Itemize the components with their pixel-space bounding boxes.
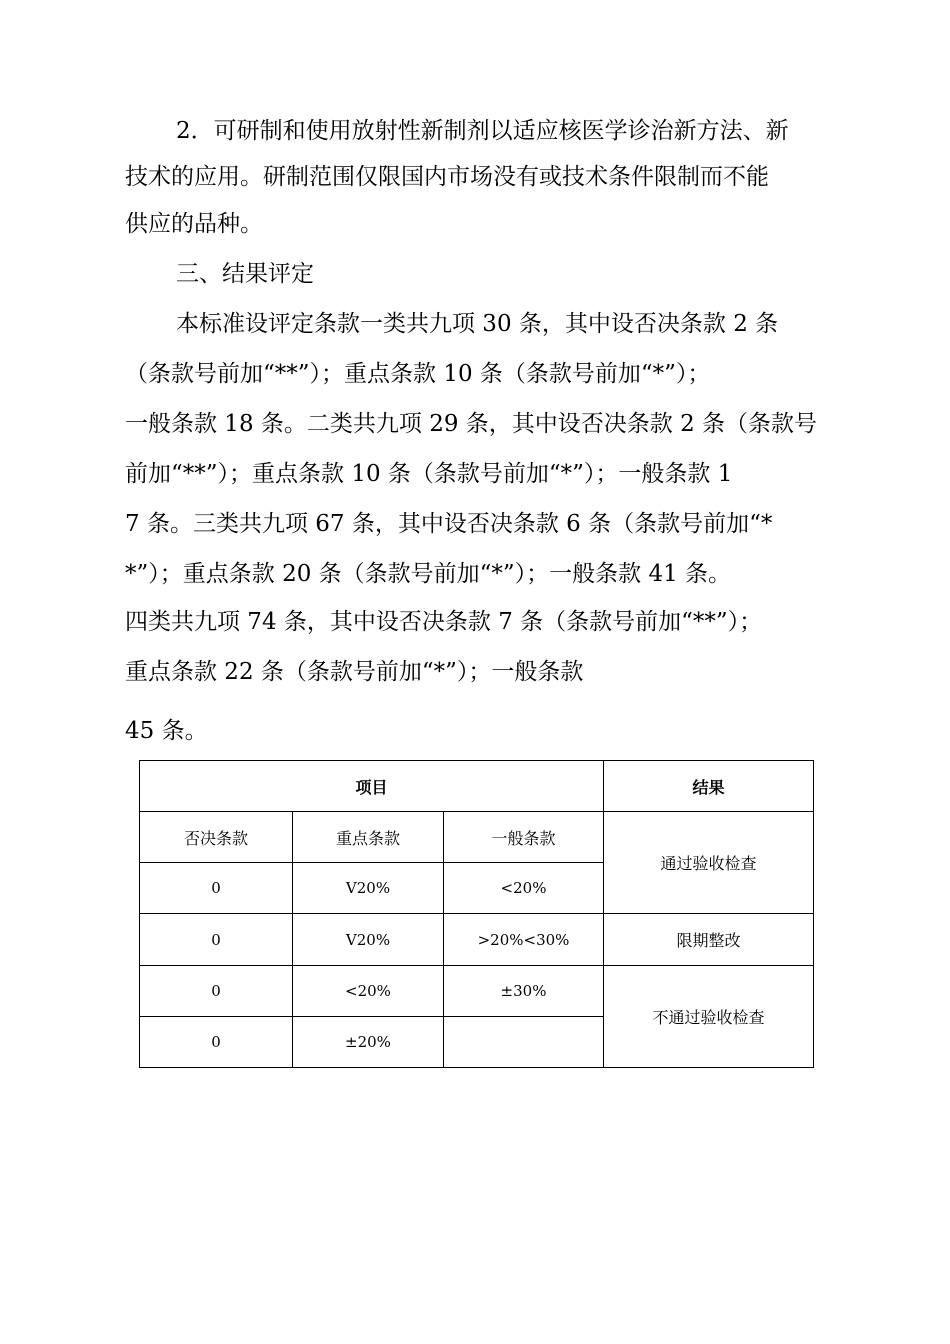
evaluation-table xyxy=(139,760,814,1068)
paragraph-line: （条款号前加“**”）；重点条款 10 条（条款号前加“*”）； xyxy=(125,361,711,387)
header-item: 项目 xyxy=(140,761,604,812)
paragraph-line: 前加“**”）；重点条款 10 条（条款号前加“*”）；一般条款 1 xyxy=(125,461,733,487)
col-key-header: 重点条款 xyxy=(293,812,444,863)
paragraph-line: 本标准设评定条款一类共九项 30 条，其中设否决条款 2 条 xyxy=(176,311,779,337)
key-cell: <20% xyxy=(293,965,444,1016)
section-heading: 三、结果评定 xyxy=(176,261,314,287)
col-veto-header: 否决条款 xyxy=(140,812,293,863)
paragraph-line: 四类共九项 74 条，其中设否决条款 7 条（条款号前加“**”）； xyxy=(125,609,763,635)
header-result: 结果 xyxy=(604,761,814,812)
general-cell: <20% xyxy=(444,863,604,914)
col-general-header: 一般条款 xyxy=(444,812,604,863)
paragraph-line: 45 条。 xyxy=(125,718,208,744)
paragraph-line: 重点条款 22 条（条款号前加“*”）；一般条款 xyxy=(125,659,584,685)
key-cell: V20% xyxy=(293,863,444,914)
result-cell: 通过验收检查 xyxy=(604,812,814,914)
paragraph-line: 供应的品种。 xyxy=(125,211,263,237)
veto-cell: 0 xyxy=(140,1016,293,1067)
table-row xyxy=(140,914,814,965)
table-row xyxy=(140,965,814,1016)
paragraph-line: 一般条款 18 条。二类共九项 29 条，其中设否决条款 2 条（条款号 xyxy=(125,411,818,437)
result-cell: 限期整改 xyxy=(604,914,814,965)
key-cell: V20% xyxy=(293,914,444,965)
paragraph-line: 7 条。三类共九项 67 条，其中设否决条款 6 条（条款号前加“* xyxy=(125,511,773,537)
veto-cell: 0 xyxy=(140,965,293,1016)
paragraph-line: 2．可研制和使用放射性新制剂以适应核医学诊治新方法、新 xyxy=(176,118,789,144)
key-cell: ±20% xyxy=(293,1016,444,1067)
general-cell: ±30% xyxy=(444,965,604,1016)
paragraph-line: 技术的应用。研制范围仅限国内市场没有或技术条件限制而不能 xyxy=(125,164,769,190)
result-cell: 不通过验收检查 xyxy=(604,965,814,1067)
veto-cell: 0 xyxy=(140,914,293,965)
general-cell: >20%<30% xyxy=(444,914,604,965)
paragraph-line: *”）；重点条款 20 条（条款号前加“*”）；一般条款 41 条。 xyxy=(125,561,732,587)
veto-cell: 0 xyxy=(140,863,293,914)
general-cell xyxy=(444,1016,604,1067)
